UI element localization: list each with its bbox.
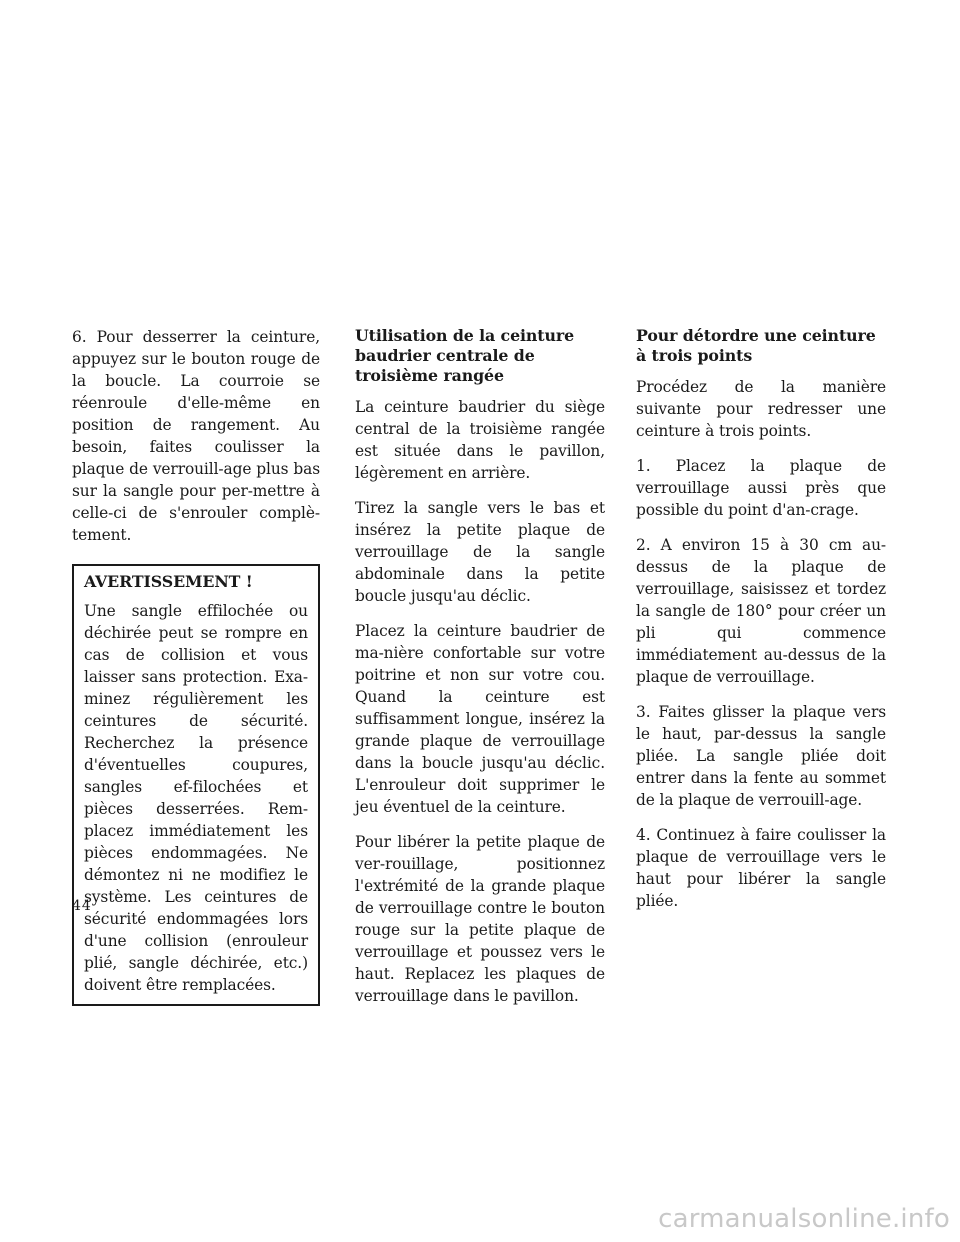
watermark-link[interactable]: carmanualsonline.info [658, 1204, 950, 1234]
right-column [636, 326, 886, 925]
right-paragraph: 2. A environ 15 à 30 cm au-dessus de la plaque de verrouillage, saisissez et tordez la sangle de 180° pour créer un pli qui commence immédiatement au-dessus de la plaque de verrouillage. [636, 536, 886, 686]
middle-paragraph: Pour libérer la petite plaque de ver-rouillage, positionnez l'extrémité de la grande plaque de verrouillage contre le bouton rouge sur la petite plaque de verrouillage et poussez vers le haut. Replacez les plaques de verrouillage dans le pavillon. [355, 833, 605, 1005]
middle-column [355, 326, 605, 1020]
page-number: 44 [72, 898, 92, 914]
step-6-paragraph: 6. Pour desserrer la ceinture, appuyez sur le bouton rouge de la boucle. La courroie se réenroule d'elle-même en position de rangement. Au besoin, faites coulisser la plaque de verrouill-age plus bas sur la sangle pour per-mettre à celle-ci de s'enrouler complè-tement. [72, 328, 320, 544]
right-paragraph: 1. Placez la plaque de verrouillage aussi près que possible du point d'an-crage. [636, 457, 886, 519]
left-column [72, 326, 320, 1006]
right-paragraph: 4. Continuez à faire coulisser la plaque de verrouillage vers le haut pour libérer la sangle pliée. [636, 826, 886, 910]
warning-text: Une sangle effilochée ou déchirée peut se rompre en cas de collision et vous laisser sans protection. Exa-minez régulièrement les ceintures de sécurité. Recherchez la présence d'éventuelles coupures, sangles ef-filochées et pièces desserrées. Rem-placez immédiatement les pièces endommagées. Ne démontez ni ne modifiez le système. Les ceintures de sécurité endommagées lors d'une collision (enrouleur plié, sangle déchirée, etc.) doivent être remplacées. [84, 602, 308, 994]
middle-paragraph: Tirez la sangle vers le bas et insérez la petite plaque de verrouillage de la sangle abdominale dans la petite boucle jusqu'au déclic. [355, 499, 605, 605]
middle-paragraph: La ceinture baudrier du siège central de la troisième rangée est située dans le pavillon, légèrement en arrière. [355, 398, 605, 482]
right-section-heading: Pour détordre une ceinture à trois points [636, 326, 876, 365]
middle-section-heading: Utilisation de la ceinture baudrier centrale de troisième rangée [355, 326, 575, 385]
right-paragraph: 3. Faites glisser la plaque vers le haut, par-dessus la sangle pliée. La sangle pliée doit entrer dans la fente au sommet de la plaque de verrouill-age. [636, 703, 886, 809]
right-paragraph: Procédez de la manière suivante pour redresser une ceinture à trois points. [636, 378, 886, 440]
warning-title: AVERTISSEMENT ! [84, 572, 253, 591]
warning-box [72, 564, 320, 1006]
middle-paragraph: Placez la ceinture baudrier de ma-nière confortable sur votre poitrine et non sur votre cou. Quand la ceinture est suffisamment longue, insérez la grande plaque de verrouillage dans la boucle jusqu'au déclic. L'enrouleur doit supprimer le jeu éventuel de la ceinture. [355, 622, 605, 816]
